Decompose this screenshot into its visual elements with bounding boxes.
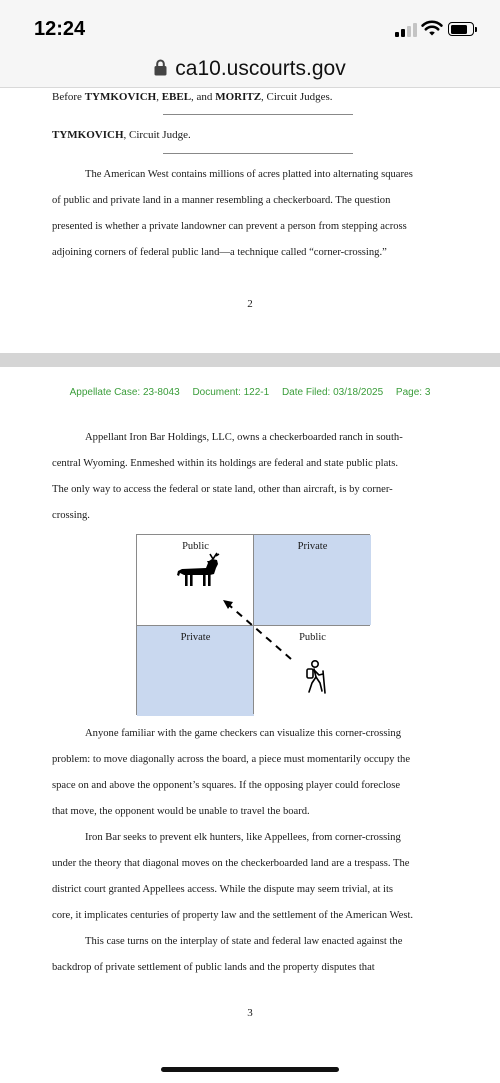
status-time: 12:24 bbox=[34, 18, 86, 40]
panel-judges-line: Before TYMKOVICH, EBEL, and MORITZ, Circuit Judges. bbox=[52, 91, 333, 103]
document-number: Document: 122-1 bbox=[192, 387, 270, 398]
page-number: 3 bbox=[247, 1007, 253, 1019]
cell-top-left: Public bbox=[137, 535, 254, 625]
divider-rule bbox=[163, 114, 353, 115]
date-filed: Date Filed: 03/18/2025 bbox=[281, 387, 384, 398]
arrow-icon bbox=[223, 600, 291, 659]
checkerboard-figure bbox=[136, 534, 370, 715]
home-indicator[interactable] bbox=[161, 1067, 339, 1072]
hiker-icon bbox=[307, 661, 325, 693]
case-number: Appellate Case: 23-8043 bbox=[69, 387, 180, 398]
authoring-judge-line: TYMKOVICH, Circuit Judge. bbox=[52, 129, 191, 141]
page-separator bbox=[0, 353, 500, 367]
elk-icon bbox=[177, 553, 219, 586]
divider-rule bbox=[163, 153, 353, 154]
url-domain: ca10.uscourts.gov bbox=[175, 56, 346, 80]
wifi-icon bbox=[421, 19, 443, 37]
status-bar bbox=[0, 0, 500, 50]
cellular-signal-icon bbox=[395, 23, 419, 37]
pdf-page-3: Appellate Case: 23-8043 Document: 122-1 Date Filed: 03/18/2025 Page: 3 Appellant Iron Bar Holdings, LLC, owns a checkerboarded ranch in south- central Wyoming. Enmeshed within its holdings are federal and state public plats. The only way to access the federal or state land, other than aircraft, is by corner- crossing. Public Private Private Public Anyone familiar with the game checkers can visualize this corner-crossing problem: to move diagonally across the board, a piece must momentarily occupy the space on and above the opponent’s squares. If the opposing player could foreclose that move, the opponent would be unable to travel the board. Iron Bar seeks to prevent elk hunters, like Appellees, from corner-crossing under the theory that diagonal moves on the checkerboarded land are a trespass. The district court granted Appellees access. While the dispute may seem trivial, at its core, it implicates centuries of property law and the settlement of the American West. This case turns on the interplay of state and federal law enacted against the backdrop of private settlement of public lands and the property disputes that 3 bbox=[0, 367, 500, 1057]
lock-icon bbox=[154, 59, 167, 76]
filing-header bbox=[0, 387, 500, 398]
page-label: Page: 3 bbox=[395, 387, 431, 398]
pdf-page-2: Before TYMKOVICH, EBEL, and MORITZ, Circuit Judges. TYMKOVICH, Circuit Judge. The American West contains millions of acres platted into alternating squares of public and private land in a manner resembling a checkerboard. The question presented is whether a private landowner can prevent a person from stepping across adjoining corners of federal public land—a technique called “corner-crossing.” 2 bbox=[0, 88, 500, 353]
address-bar[interactable] bbox=[0, 50, 500, 88]
page-number: 2 bbox=[247, 298, 253, 310]
battery-icon bbox=[448, 22, 474, 36]
cell-top-right: Private bbox=[254, 535, 371, 625]
cell-bottom-right: Public bbox=[254, 626, 371, 716]
cell-bottom-left: Private bbox=[137, 626, 254, 716]
